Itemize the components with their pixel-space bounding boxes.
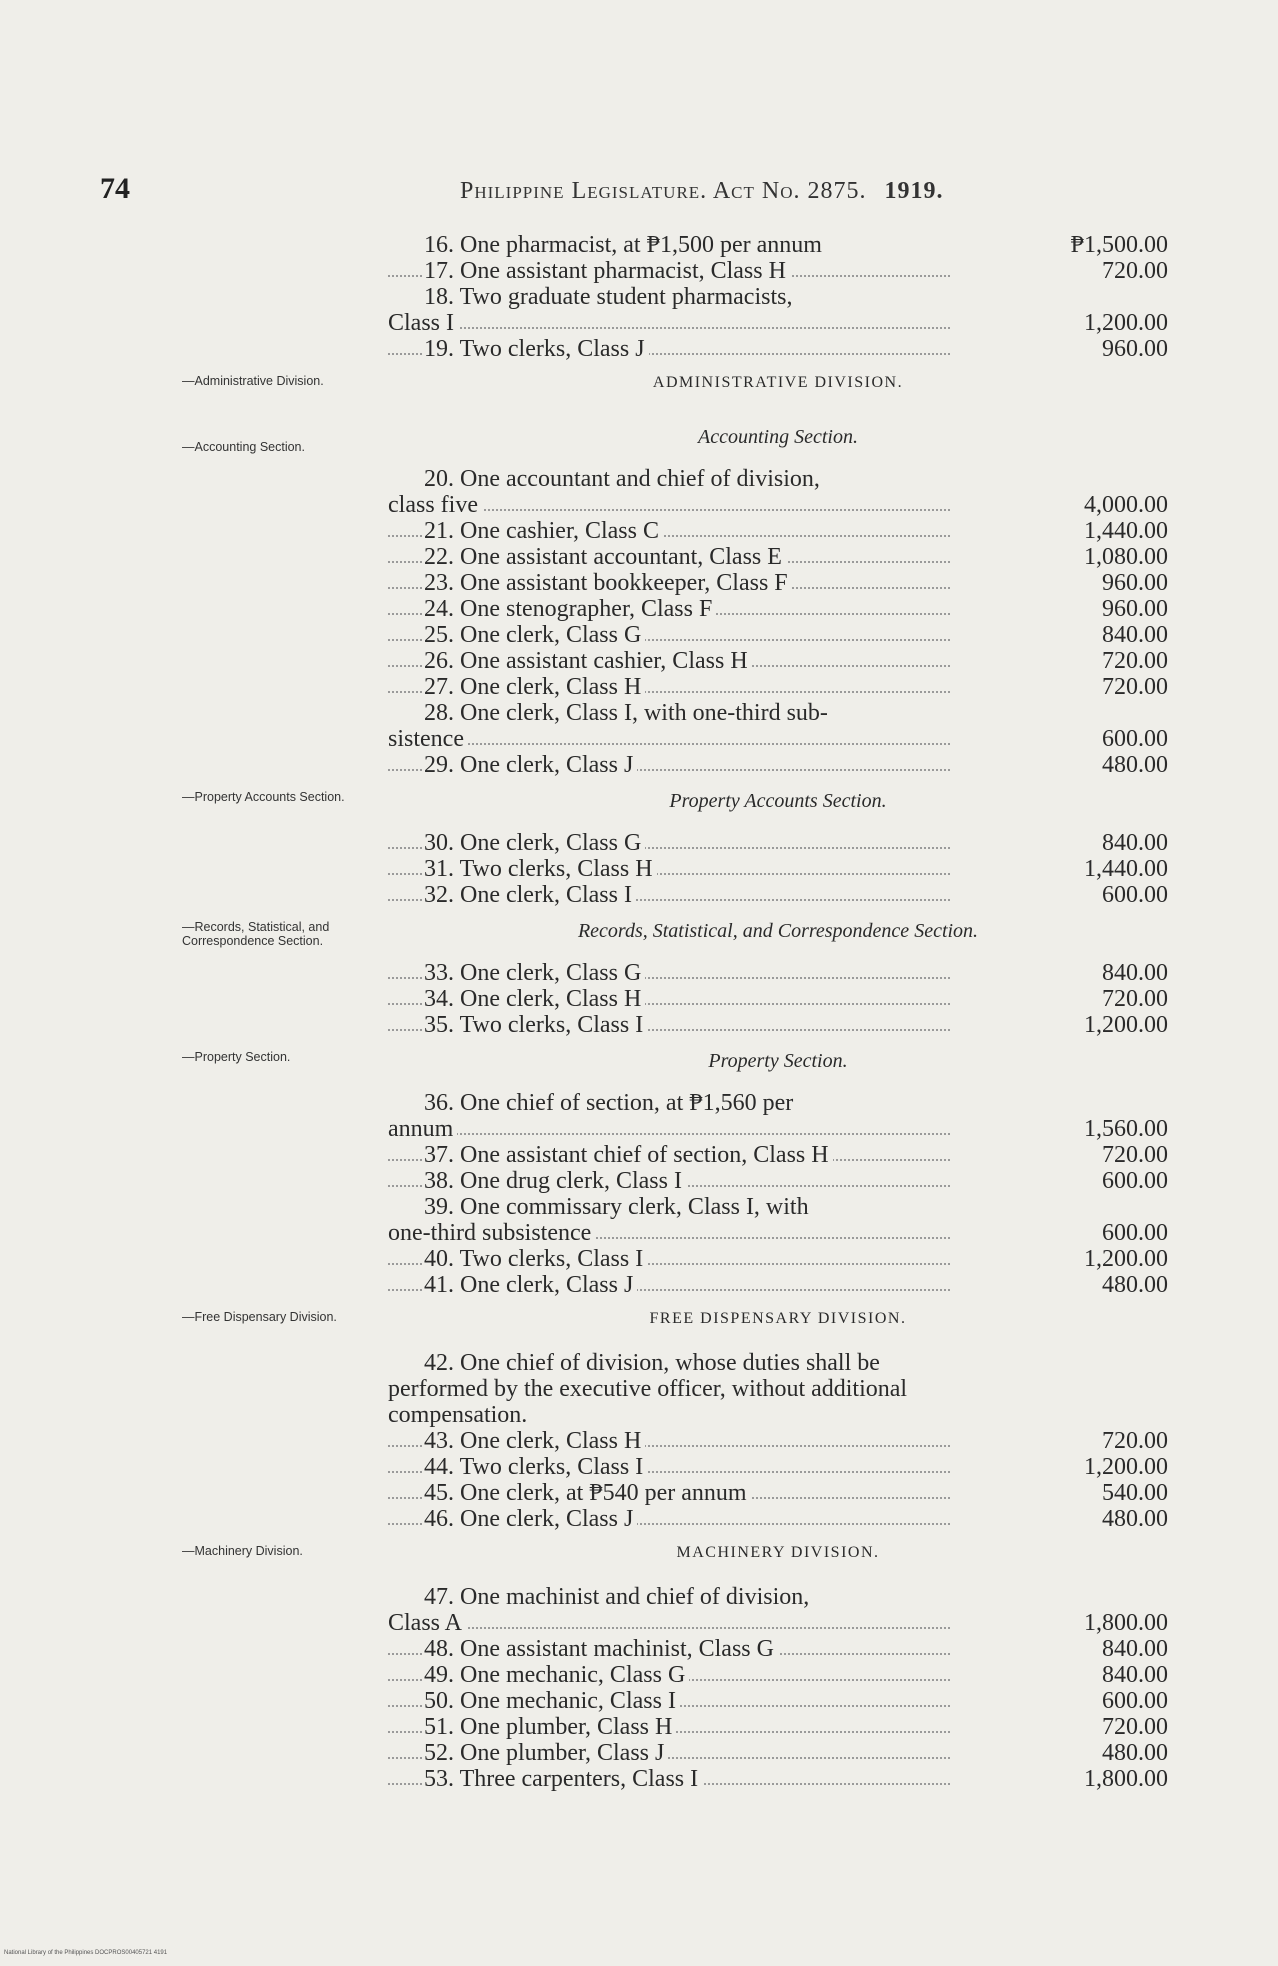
item-text: 25. One clerk, Class G <box>424 622 645 648</box>
item-cell <box>388 1194 958 1220</box>
item-amount: 480.00 <box>1102 1740 1168 1766</box>
item-cell <box>388 700 958 726</box>
item-text: 18. Two graduate student pharmacists, <box>424 284 796 310</box>
item-text: 39. One commissary clerk, Class I, with <box>424 1194 813 1220</box>
item-cell <box>388 1454 958 1480</box>
item-amount: 720.00 <box>1102 986 1168 1012</box>
sidenote-records: —Records, Statistical, and Correspondence Section. <box>182 920 330 948</box>
item-text: one-third subsistence <box>388 1220 595 1246</box>
section-heading: Property Accounts Section. <box>669 790 887 812</box>
item-amount: 1,560.00 <box>1084 1116 1168 1142</box>
item-text: 23. One assistant bookkeeper, Class F <box>424 570 792 596</box>
item-amount: 840.00 <box>1102 1636 1168 1662</box>
item-amount: 720.00 <box>1102 1428 1168 1454</box>
item-cell <box>388 648 958 674</box>
item-cell <box>388 830 958 856</box>
page-number: 74 <box>100 172 130 205</box>
scan-footer: National Library of the Philippines DOCPROS00405721 4191 <box>4 1950 168 1956</box>
item-amount: 480.00 <box>1102 1272 1168 1298</box>
appropriation-item <box>388 258 1168 284</box>
item-text: 49. One mechanic, Class G <box>424 1662 689 1688</box>
appropriation-item <box>388 1246 1168 1272</box>
item-cell <box>388 1766 958 1792</box>
item-amount: 960.00 <box>1102 596 1168 622</box>
sidenote-machinery: —Machinery Division. <box>182 1544 303 1558</box>
appropriation-item <box>388 1584 1168 1610</box>
running-head-year: 1919. <box>884 178 944 204</box>
item-cell <box>388 1246 958 1272</box>
group-records <box>388 960 1168 1038</box>
item-cell <box>388 1272 958 1298</box>
appropriation-item <box>388 284 1168 310</box>
item-cell <box>388 284 958 310</box>
item-amount: 480.00 <box>1102 1506 1168 1532</box>
item-text: annum <box>388 1116 457 1142</box>
item-text: 50. One mechanic, Class I <box>424 1688 680 1714</box>
item-text: 35. Two clerks, Class I <box>424 1012 647 1038</box>
appropriation-item <box>388 1350 1168 1428</box>
appropriation-item <box>388 700 1168 726</box>
section-free-dispensary <box>388 1298 1168 1350</box>
appropriation-item <box>388 1116 1168 1142</box>
appropriation-item <box>388 648 1168 674</box>
item-cell <box>388 622 958 648</box>
item-amount: 600.00 <box>1102 1220 1168 1246</box>
item-amount: 1,800.00 <box>1084 1610 1168 1636</box>
item-text: 31. Two clerks, Class H <box>424 856 657 882</box>
item-amount: 840.00 <box>1102 830 1168 856</box>
item-text: 34. One clerk, Class H <box>424 986 645 1012</box>
appropriation-item <box>388 726 1168 752</box>
appropriation-item <box>388 1012 1168 1038</box>
item-text: 32. One clerk, Class I <box>424 882 636 908</box>
item-text: 19. Two clerks, Class J <box>424 336 649 362</box>
item-text: 16. One pharmacist, at ₱1,500 per annum <box>424 232 826 258</box>
item-amount: 1,200.00 <box>1084 1246 1168 1272</box>
item-amount: 840.00 <box>1102 622 1168 648</box>
item-cell <box>388 1636 958 1662</box>
item-text: 37. One assistant chief of section, Class H <box>424 1142 833 1168</box>
item-cell <box>388 726 958 752</box>
running-head-title: Philippine Legislature. Act No. 2875. <box>460 178 867 204</box>
section-machinery <box>388 1532 1168 1584</box>
appropriation-item <box>388 1688 1168 1714</box>
appropriation-item <box>388 1610 1168 1636</box>
sidenote-free-dispensary: —Free Dispensary Division. <box>182 1310 337 1324</box>
item-text: 44. Two clerks, Class I <box>424 1454 647 1480</box>
item-text: 46. One clerk, Class J <box>424 1506 637 1532</box>
section-heading: ADMINISTRATIVE DIVISION. <box>652 374 904 391</box>
item-text: 30. One clerk, Class G <box>424 830 645 856</box>
item-cell <box>388 1584 958 1610</box>
sidenote-administrative: —Administrative Division. <box>182 374 324 388</box>
item-text: 29. One clerk, Class J <box>424 752 637 778</box>
item-amount: 720.00 <box>1102 674 1168 700</box>
item-amount: 840.00 <box>1102 1662 1168 1688</box>
appropriation-item <box>388 1454 1168 1480</box>
item-text: 20. One accountant and chief of division, <box>424 466 824 492</box>
item-amount: 1,440.00 <box>1084 518 1168 544</box>
item-text: class five <box>388 492 482 518</box>
appropriation-item <box>388 1740 1168 1766</box>
appropriation-item <box>388 232 1168 258</box>
appropriation-list <box>388 232 1168 1792</box>
item-text: Class I <box>388 310 458 336</box>
item-cell <box>388 1506 958 1532</box>
appropriation-item <box>388 1220 1168 1246</box>
appropriation-item <box>388 1766 1168 1792</box>
item-text: 52. One plumber, Class J <box>424 1740 668 1766</box>
group-accounting <box>388 466 1168 778</box>
item-text: 22. One assistant accountant, Class E <box>424 544 786 570</box>
appropriation-item <box>388 986 1168 1012</box>
item-amount: 1,800.00 <box>1084 1766 1168 1792</box>
sidenote-property: —Property Section. <box>182 1050 291 1064</box>
running-head <box>460 178 944 205</box>
appropriation-item <box>388 1506 1168 1532</box>
appropriation-item <box>388 1636 1168 1662</box>
item-cell <box>388 1688 958 1714</box>
appropriation-item <box>388 1480 1168 1506</box>
appropriation-item <box>388 466 1168 492</box>
appropriation-item <box>388 830 1168 856</box>
item-text: 33. One clerk, Class G <box>424 960 645 986</box>
section-property-accounts <box>388 778 1168 830</box>
item-amount: 1,080.00 <box>1084 544 1168 570</box>
section-property <box>388 1038 1168 1090</box>
section-heading: Property Section. <box>708 1050 848 1072</box>
appropriation-item <box>388 1194 1168 1220</box>
item-text: 53. Three carpenters, Class I <box>424 1766 702 1792</box>
group-property <box>388 1090 1168 1298</box>
appropriation-item <box>388 596 1168 622</box>
appropriation-item <box>388 544 1168 570</box>
appropriation-item <box>388 492 1168 518</box>
item-text: 51. One plumber, Class H <box>424 1714 676 1740</box>
item-amount: 1,440.00 <box>1084 856 1168 882</box>
item-text: 38. One drug clerk, Class I <box>424 1168 686 1194</box>
item-amount: 1,200.00 <box>1084 310 1168 336</box>
appropriation-item <box>388 622 1168 648</box>
section-records <box>388 908 1168 960</box>
item-text: 28. One clerk, Class I, with one-third sub- <box>424 700 832 726</box>
item-amount: 1,200.00 <box>1084 1012 1168 1038</box>
group-property-accounts <box>388 830 1168 908</box>
item-amount: 840.00 <box>1102 960 1168 986</box>
item-amount: 600.00 <box>1102 1688 1168 1714</box>
appropriation-item <box>388 882 1168 908</box>
item-text: 47. One machinist and chief of division, <box>424 1584 813 1610</box>
sidenote-accounting: —Accounting Section. <box>182 440 305 454</box>
item-text: 27. One clerk, Class H <box>424 674 645 700</box>
item-text: 43. One clerk, Class H <box>424 1428 645 1454</box>
item-text: 42. One chief of division, whose duties shall be performed by the executive officer, without additional compensation. <box>388 1350 908 1428</box>
appropriation-item <box>388 518 1168 544</box>
item-amount: 720.00 <box>1102 648 1168 674</box>
item-amount: 1,200.00 <box>1084 1454 1168 1480</box>
item-amount: 540.00 <box>1102 1480 1168 1506</box>
item-cell <box>388 856 958 882</box>
group-pharmacy <box>388 232 1168 362</box>
item-text: 36. One chief of section, at ₱1,560 per <box>424 1090 797 1116</box>
item-cell <box>388 1480 958 1506</box>
item-cell <box>388 1090 958 1116</box>
item-cell <box>388 570 958 596</box>
item-cell <box>388 518 958 544</box>
item-cell <box>388 752 958 778</box>
group-free-dispensary <box>388 1350 1168 1532</box>
appropriation-item <box>388 570 1168 596</box>
section-heading: Accounting Section. <box>698 426 858 448</box>
item-amount: 600.00 <box>1102 1168 1168 1194</box>
item-cell <box>388 336 958 362</box>
section-heading: Records, Statistical, and Correspondence Section. <box>577 920 979 942</box>
item-text: 26. One assistant cashier, Class H <box>424 648 752 674</box>
appropriation-item <box>388 1428 1168 1454</box>
item-amount: 720.00 <box>1102 1714 1168 1740</box>
item-cell <box>388 1116 958 1142</box>
group-machinery <box>388 1584 1168 1792</box>
section-heading: FREE DISPENSARY DIVISION. <box>649 1310 907 1327</box>
item-text: Class A <box>388 1610 466 1636</box>
item-cell <box>388 232 958 258</box>
appropriation-item <box>388 336 1168 362</box>
section-accounting <box>388 414 1168 466</box>
item-cell <box>388 1350 958 1428</box>
item-amount: 720.00 <box>1102 258 1168 284</box>
item-amount: 600.00 <box>1102 882 1168 908</box>
appropriation-item <box>388 1090 1168 1116</box>
item-cell <box>388 1142 958 1168</box>
appropriation-item <box>388 674 1168 700</box>
item-text: 48. One assistant machinist, Class G <box>424 1636 778 1662</box>
item-cell <box>388 1714 958 1740</box>
item-cell <box>388 310 958 336</box>
item-cell <box>388 544 958 570</box>
item-text: 21. One cashier, Class C <box>424 518 663 544</box>
item-amount: 600.00 <box>1102 726 1168 752</box>
item-amount: 960.00 <box>1102 570 1168 596</box>
appropriation-item <box>388 1662 1168 1688</box>
item-cell <box>388 674 958 700</box>
item-cell <box>388 258 958 284</box>
appropriation-item <box>388 960 1168 986</box>
section-heading: MACHINERY DIVISION. <box>676 1544 880 1561</box>
sidenote-property-accounts: —Property Accounts Section. <box>182 790 345 804</box>
appropriation-item <box>388 752 1168 778</box>
item-amount: 4,000.00 <box>1084 492 1168 518</box>
item-cell <box>388 1428 958 1454</box>
item-text: 24. One stenographer, Class F <box>424 596 716 622</box>
item-text: 45. One clerk, at ₱540 per annum <box>424 1480 751 1506</box>
appropriation-item <box>388 856 1168 882</box>
item-amount: 960.00 <box>1102 336 1168 362</box>
section-administrative-division <box>388 362 1168 414</box>
appropriation-item <box>388 1272 1168 1298</box>
appropriation-item <box>388 1714 1168 1740</box>
item-amount: ₱1,500.00 <box>1070 232 1168 258</box>
item-cell <box>388 882 958 908</box>
item-amount: 480.00 <box>1102 752 1168 778</box>
item-cell <box>388 466 958 492</box>
item-cell <box>388 596 958 622</box>
appropriation-item <box>388 1168 1168 1194</box>
item-cell <box>388 986 958 1012</box>
item-cell <box>388 1662 958 1688</box>
item-cell <box>388 1220 958 1246</box>
item-text: sistence <box>388 726 468 752</box>
item-amount: 720.00 <box>1102 1142 1168 1168</box>
item-text: 17. One assistant pharmacist, Class H <box>424 258 790 284</box>
appropriation-item <box>388 1142 1168 1168</box>
item-cell <box>388 1610 958 1636</box>
appropriation-item <box>388 310 1168 336</box>
item-text: 41. One clerk, Class J <box>424 1272 637 1298</box>
item-cell <box>388 960 958 986</box>
item-cell <box>388 1740 958 1766</box>
item-cell <box>388 1168 958 1194</box>
item-cell <box>388 1012 958 1038</box>
item-text: 40. Two clerks, Class I <box>424 1246 647 1272</box>
item-cell <box>388 492 958 518</box>
